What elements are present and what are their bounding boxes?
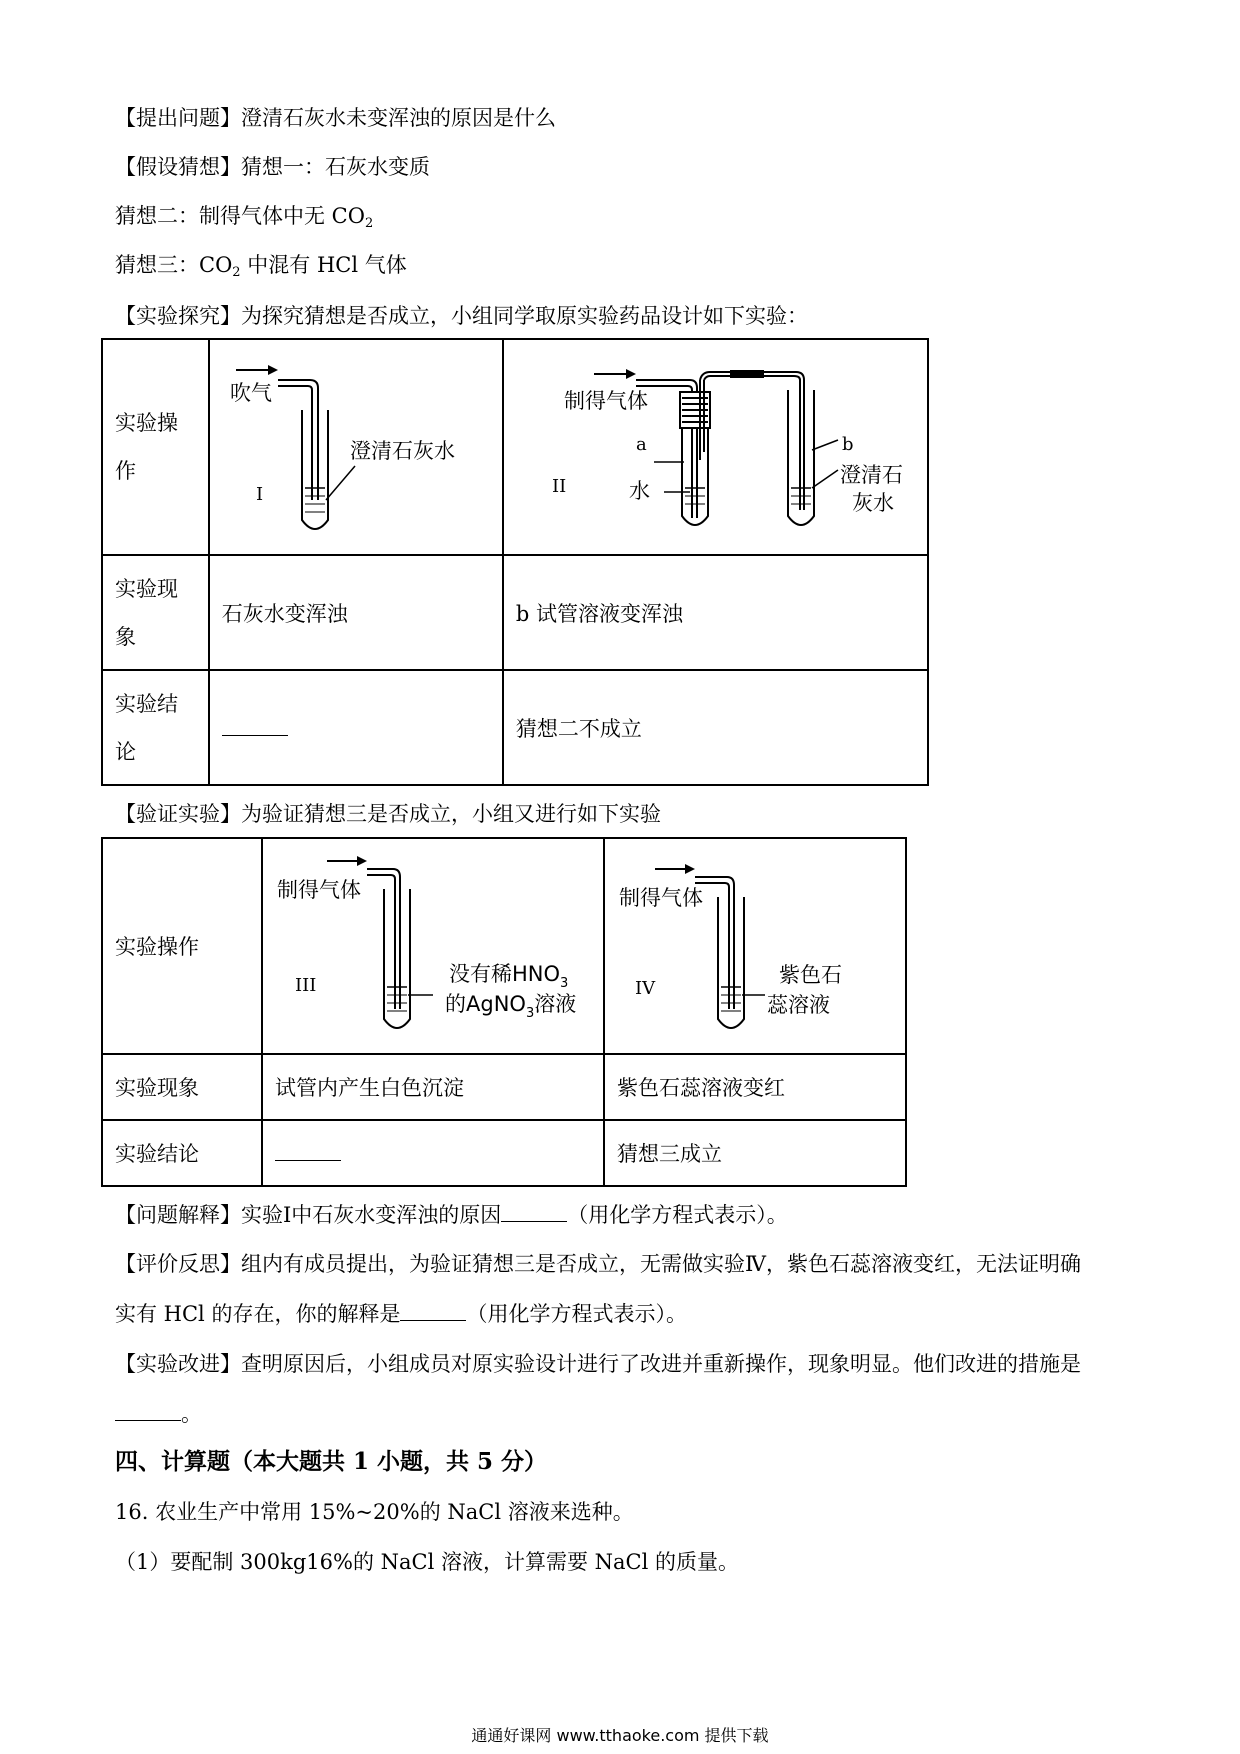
exp3-label-solution-2: 的AgNO$_3$溶液 (445, 992, 577, 1021)
reflect-line-1: 【评价反思】组内有成员提出，为验证猜想三是否成立，无需做实验Ⅳ，紫色石蕊溶液变红，无法证明确 (115, 1252, 1081, 1276)
exp2-label-in: 制得气体 (563, 389, 648, 413)
exp3-diagram (262, 838, 604, 1054)
improve-line-2 (115, 1400, 202, 1428)
exp3-roman: III (295, 975, 317, 996)
improve-blank[interactable] (115, 1400, 181, 1421)
experiment-table-1 (101, 338, 929, 786)
subscript-2: 2 (232, 265, 241, 280)
row-label-phenomenon: 实验现象 (102, 555, 209, 670)
exp4-roman: IV (635, 978, 656, 999)
row-label-operation: 实验操作 (102, 339, 209, 555)
exp2-label-lime-1: 澄清石 (839, 463, 903, 487)
exp4-conclusion: 猜想三成立 (604, 1120, 906, 1186)
exp1-label-in: 吹气 (229, 381, 272, 405)
improve-end: 。 (181, 1402, 202, 1426)
interpret-blank[interactable] (501, 1201, 567, 1222)
question-line: 【提出问题】澄清石灰水未变浑浊的原因是什么 (115, 106, 556, 130)
reflect-text-end: （用化学方程式表示）。 (466, 1302, 687, 1326)
exp2-roman: II (551, 476, 567, 497)
footer: 通通好课网 www.tthaoke.com 提供下载 (471, 1726, 769, 1745)
exp2-conclusion: 猜想二不成立 (503, 670, 928, 785)
exp3-label-solution-1: 没有稀$HNO_3$ (449, 962, 569, 991)
row-label-conclusion: 实验结论 (102, 1120, 262, 1186)
interpret-line (115, 1201, 788, 1229)
improve-line: 【实验改进】查明原因后，小组成员对原实验设计进行了改进并重新操作，现象明显。他们改进的措施是 (115, 1352, 1081, 1376)
reflect-text: 实有 HCl 的存在，你的解释是 (115, 1302, 401, 1326)
section-title: 四、计算题（本大题共 1 小题，共 5 分） (115, 1448, 548, 1475)
row-label-operation: 实验操作 (102, 838, 262, 1054)
exp2-diagram (503, 339, 928, 555)
interpret-text: 【问题解释】实验Ⅰ中石灰水变浑浊的原因 (115, 1203, 502, 1227)
guess2-text: 猜想二：制得气体中无 CO (115, 204, 365, 228)
exp2-label-a: a (635, 434, 647, 455)
hypothesis-line: 【假设猜想】猜想一：石灰水变质 (115, 155, 430, 179)
exp3-phenomenon: 试管内产生白色沉淀 (262, 1054, 604, 1120)
exp4-phenomenon: 紫色石蕊溶液变红 (604, 1054, 906, 1120)
reflect-blank[interactable] (400, 1300, 466, 1321)
exp3-conclusion-blank[interactable] (262, 1120, 604, 1186)
exp3-label-in: 制得气体 (277, 878, 361, 902)
exp1-label-liquid: 澄清石灰水 (349, 439, 455, 463)
exp2-label-b: b (841, 434, 854, 455)
reflect-line-2 (115, 1300, 687, 1328)
verify-line: 【验证实验】为验证猜想三是否成立，小组又进行如下实验 (115, 802, 661, 826)
guess3-text-end: 中混有 HCl 气体 (247, 253, 407, 277)
exp2-label-lime-2: 灰水 (851, 491, 894, 515)
guess3-line (115, 251, 407, 287)
experiment-table-2 (101, 837, 907, 1187)
row-label-conclusion: 实验结论 (102, 670, 209, 785)
question-16: 16. 农业生产中常用 15%~20%的 NaCl 溶液来选种。 (115, 1500, 634, 1524)
row-label-phenomenon: 实验现象 (102, 1054, 262, 1120)
question-16-part-1: （1）要配制 300kg16%的 NaCl 溶液，计算需要 NaCl 的质量。 (115, 1550, 740, 1574)
exp4-diagram (604, 838, 906, 1054)
exp4-label-in: 制得气体 (619, 886, 703, 910)
exp1-diagram (209, 339, 503, 555)
exp2-phenomenon: b 试管溶液变浑浊 (503, 555, 928, 670)
interpret-text-end: （用化学方程式表示）。 (567, 1203, 788, 1227)
exp4-label-solution-1: 紫色石 (779, 963, 842, 987)
exp1-phenomenon: 石灰水变浑浊 (209, 555, 503, 670)
explore-line: 【实验探究】为探究猜想是否成立，小组同学取原实验药品设计如下实验： (115, 304, 808, 328)
exp2-label-water: 水 (628, 479, 650, 503)
subscript-2: 2 (364, 216, 374, 231)
guess3-text: 猜想三：CO (115, 253, 233, 277)
exp4-label-solution-2: 蕊溶液 (767, 993, 830, 1017)
exp1-conclusion-blank[interactable] (209, 670, 503, 785)
guess2-line (115, 202, 373, 238)
exp1-roman: I (255, 484, 263, 505)
